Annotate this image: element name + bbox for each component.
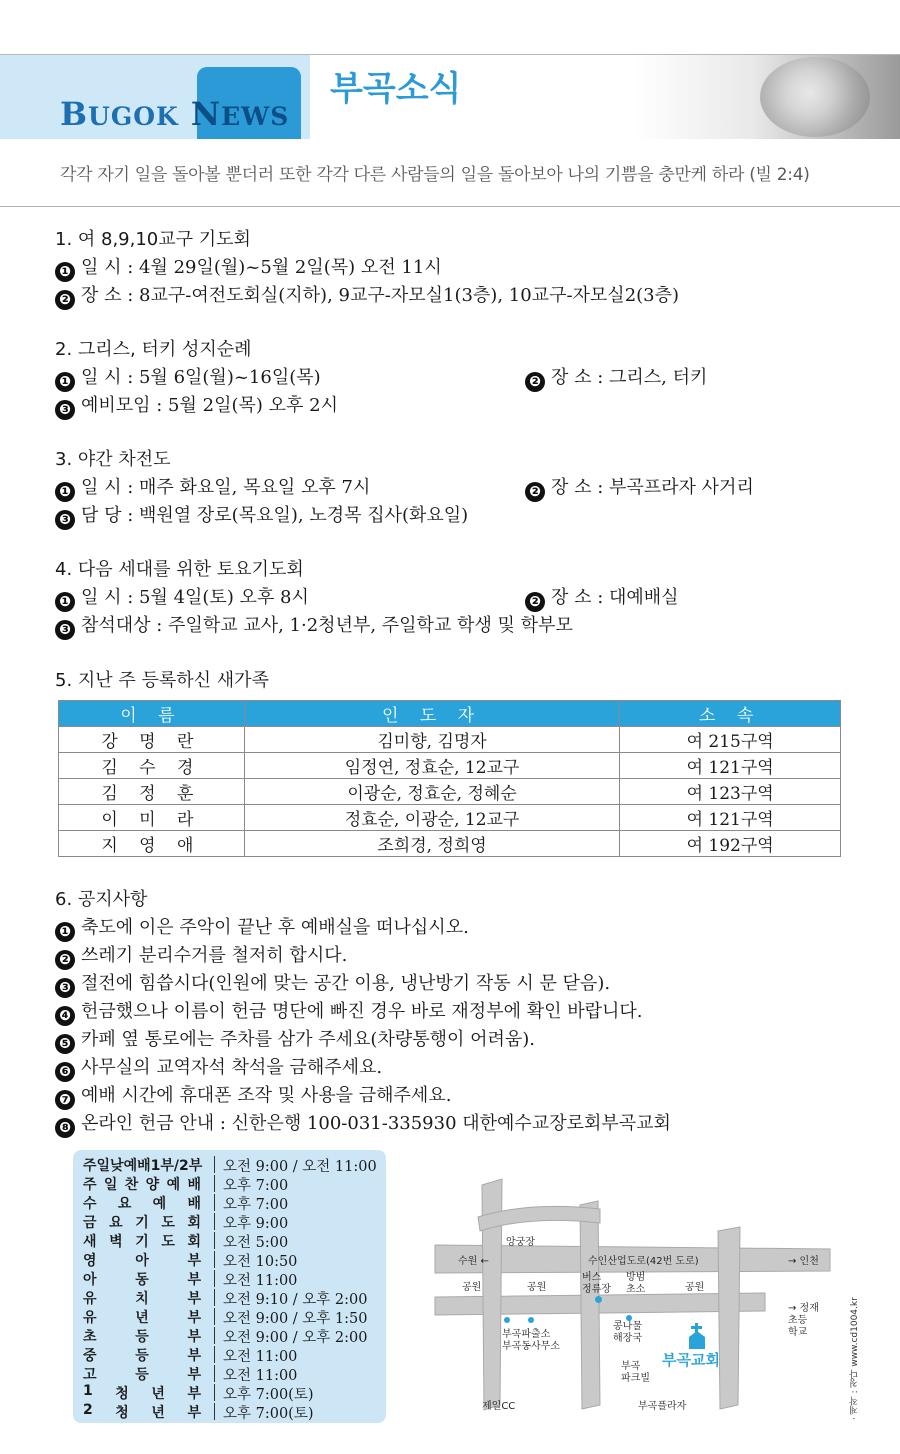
- church-location-map: [420, 1165, 860, 1425]
- info-line: ❸ 예비모임 : 5월 2일(목) 오후 2시: [55, 392, 855, 420]
- map-label-parkvill: 부곡 파크빌: [621, 1361, 650, 1384]
- schedule-label: 초 등 부: [83, 1329, 201, 1345]
- section-title: 2. 그리스, 터키 성지순례: [55, 339, 252, 360]
- schedule-time: 오후 7:00: [223, 1178, 289, 1194]
- church-icon: [685, 1323, 709, 1349]
- info-line: ❶ 일 시 : 4월 29일(월)~5월 2일(목) 오전 11시: [55, 254, 855, 282]
- section-title: 5. 지난 주 등록하신 새가족: [55, 670, 269, 691]
- tree-stump-photo: [760, 57, 870, 137]
- cell-district: 여 215구역: [620, 727, 841, 753]
- number-1-badge: ❶: [55, 372, 75, 392]
- cell-name: 지 영 애: [59, 831, 245, 857]
- office-dot-icon: [528, 1317, 534, 1323]
- schedule-label: 수 요 예 배: [83, 1196, 201, 1212]
- map-label-park: 공원: [527, 1282, 547, 1293]
- schedule-time: 오전 9:10 / 오후 2:00: [223, 1292, 368, 1308]
- section-saturday-prayer: [55, 556, 855, 640]
- announcement-item: ❶ 축도에 이은 주악이 끝난 후 예배실을 떠나십시오.: [55, 914, 855, 942]
- announcement-item: ❽ 온라인 헌금 안내 : 신한은행 100-031-335930 대한예수교장로회부곡교회: [55, 1110, 855, 1138]
- schedule-row: [83, 1402, 383, 1421]
- credit-text: · 제작 : 청다 www.cd1004.kr: [850, 1297, 860, 1420]
- info-line: ❶ 일 시 : 매주 화요일, 목요일 오후 7시 ❷ 장 소 : 부곡프라자 사거리: [55, 474, 855, 502]
- map-label-jeil-cc: 제일CC: [482, 1401, 516, 1412]
- info-line: ❸ 담 당 : 백원열 장로(목요일), 노경목 집사(화요일): [55, 502, 855, 530]
- column-header-district: 소 속: [620, 701, 841, 727]
- schedule-label: 새 벽 기 도 회: [83, 1234, 201, 1250]
- bible-verse: 각각 자기 일을 돌아볼 뿐더러 또한 각각 다른 사람들의 일을 돌아보아 나의 기쁨을 충만케 하라 (빌 2:4): [60, 165, 810, 185]
- section-new-families: [55, 667, 855, 695]
- section-title: 6. 공지사항: [55, 889, 148, 910]
- table-row: [59, 753, 841, 779]
- number-2-badge: ❷: [525, 592, 545, 612]
- cell-guide: 정효순, 이광순, 12교구: [244, 805, 620, 831]
- map-label-park: 공원: [462, 1282, 482, 1293]
- schedule-label: 금 요 기 도 회: [83, 1215, 201, 1231]
- schedule-time: 오전 11:00: [223, 1368, 298, 1384]
- cell-district: 여 192구역: [620, 831, 841, 857]
- cell-guide: 김미향, 김명자: [244, 727, 620, 753]
- schedule-row: [83, 1288, 383, 1307]
- section-title: 4. 다음 세대를 위한 토요기도회: [55, 559, 304, 580]
- schedule-time: 오전 9:00 / 오전 11:00: [223, 1159, 377, 1175]
- schedule-label: 영 아 부: [83, 1253, 201, 1269]
- column-header-guide: 인 도 자: [244, 701, 620, 727]
- info-line: ❶ 일 시 : 5월 6일(월)~16일(목) ❷ 장 소 : 그리스, 터키: [55, 364, 855, 392]
- table-header-row: [59, 701, 841, 727]
- table-row: [59, 727, 841, 753]
- divider: [0, 206, 900, 207]
- schedule-time: 오전 11:00: [223, 1273, 298, 1289]
- number-2-badge: ❷: [525, 372, 545, 392]
- schedule-label: 유 치 부: [83, 1291, 201, 1307]
- schedule-label: 주일낮예배1부/2부: [83, 1158, 203, 1174]
- cell-name: 김 수 경: [59, 753, 245, 779]
- cell-guide: 조희경, 정희영: [244, 831, 620, 857]
- schedule-row: [83, 1383, 383, 1402]
- schedule-row: [83, 1326, 383, 1345]
- bus-stop-dot-icon: [595, 1296, 602, 1303]
- cell-guide: 임정연, 정효순, 12교구: [244, 753, 620, 779]
- map-label-incheon: → 인천: [788, 1256, 819, 1267]
- map-label-park: 공원: [685, 1282, 705, 1293]
- cell-district: 여 121구역: [620, 753, 841, 779]
- schedule-row: [83, 1231, 383, 1250]
- schedule-time: 오전 9:00 / 오후 1:50: [223, 1311, 368, 1327]
- number-8-badge: ❽: [55, 1118, 75, 1138]
- announcement-item: ❹ 헌금했으나 이름이 헌금 명단에 빠진 경우 바로 재정부에 확인 바랍니다.: [55, 998, 855, 1026]
- table-row: [59, 831, 841, 857]
- schedule-row: [83, 1307, 383, 1326]
- number-1-badge: ❶: [55, 592, 75, 612]
- schedule-label: 중 등 부: [83, 1348, 201, 1364]
- number-7-badge: ❼: [55, 1090, 75, 1110]
- schedule-label: 2 청 년 부: [83, 1402, 201, 1421]
- restaurant-dot-icon: [626, 1315, 632, 1321]
- cell-guide: 이광순, 정효순, 정혜순: [244, 779, 620, 805]
- section-title: 1. 여 8,9,10교구 기도회: [55, 229, 251, 250]
- schedule-label: 주 일 찬 양 예 배: [83, 1177, 201, 1193]
- cell-name: 강 명 란: [59, 727, 245, 753]
- schedule-row: [83, 1155, 383, 1174]
- map-label-restaurant: 콩나물 해장국: [613, 1321, 642, 1344]
- number-5-badge: ❺: [55, 1034, 75, 1054]
- section-prayer-meeting: [55, 226, 855, 310]
- schedule-time: 오전 9:00 / 오후 2:00: [223, 1330, 368, 1346]
- schedule-time: 오전 10:50: [223, 1254, 298, 1270]
- info-line: ❷ 장 소 : 8교구-여전도회실(지하), 9교구-자모실1(3층), 10교구-자모실2(3층): [55, 282, 855, 310]
- number-2-badge: ❷: [55, 290, 75, 310]
- map-label-church: 부곡교회: [662, 1351, 720, 1369]
- announcement-item: ❸ 절전에 힘씁시다(인원에 맞는 공간 이용, 냉난방기 작동 시 문 닫음).: [55, 970, 855, 998]
- map-label-bus-stop: 버스 정류장: [582, 1272, 611, 1295]
- announcement-item: ❻ 사무실의 교역자석 착석을 금해주세요.: [55, 1054, 855, 1082]
- map-label-police-box: 방범 초소: [626, 1272, 646, 1295]
- map-label-police-station: 부곡파출소 부곡동사무소: [502, 1329, 560, 1352]
- map-label-road: 수인산업도로(42번 도로): [588, 1256, 699, 1267]
- new-family-table: [58, 700, 841, 857]
- number-1-badge: ❶: [55, 262, 75, 282]
- map-label-plaza: 부곡플라자: [638, 1401, 687, 1412]
- number-1-badge: ❶: [55, 482, 75, 502]
- section-pilgrimage: [55, 336, 855, 420]
- announcement-item: ❼ 예배 시간에 휴대폰 조작 및 사용을 금해주세요.: [55, 1082, 855, 1110]
- table-row: [59, 779, 841, 805]
- announcement-item: ❷ 쓰레기 분리수거를 철저히 합시다.: [55, 942, 855, 970]
- cell-district: 여 123구역: [620, 779, 841, 805]
- worship-schedule-box: [73, 1150, 386, 1423]
- table-row: [59, 805, 841, 831]
- schedule-time: 오후 7:00(토): [223, 1406, 314, 1422]
- number-3-badge: ❸: [55, 510, 75, 530]
- number-3-badge: ❸: [55, 620, 75, 640]
- number-3-badge: ❸: [55, 978, 75, 998]
- number-4-badge: ❹: [55, 1006, 75, 1026]
- announcement-item: ❺ 카페 옆 통로에는 주차를 삼가 주세요(차량통행이 어려움).: [55, 1026, 855, 1054]
- schedule-row: [83, 1269, 383, 1288]
- schedule-row: [83, 1345, 383, 1364]
- schedule-time: 오후 7:00: [223, 1197, 289, 1213]
- page-title: 부곡소식: [330, 69, 462, 109]
- cell-district: 여 121구역: [620, 805, 841, 831]
- info-line: ❸ 참석대상 : 주일학교 교사, 1·2청년부, 주일학교 학생 및 학부모: [55, 612, 855, 640]
- number-3-badge: ❸: [55, 400, 75, 420]
- cell-name: 이 미 라: [59, 805, 245, 831]
- schedule-label: 고 등 부: [83, 1367, 201, 1383]
- section-announcements: [55, 886, 855, 1138]
- bugok-news-logo: BUGOK NEWS: [60, 95, 290, 133]
- schedule-row: [83, 1250, 383, 1269]
- map-label-archery: 앙궁장: [506, 1237, 535, 1248]
- map-label-suwon: 수원 ←: [458, 1256, 489, 1267]
- schedule-label: 1 청 년 부: [83, 1383, 201, 1402]
- schedule-row: [83, 1364, 383, 1383]
- schedule-time: 오후 7:00(토): [223, 1387, 314, 1403]
- column-header-name: 이 름: [59, 701, 245, 727]
- schedule-row: [83, 1212, 383, 1231]
- number-2-badge: ❷: [55, 950, 75, 970]
- schedule-label: 유 년 부: [83, 1310, 201, 1326]
- schedule-time: 오전 11:00: [223, 1349, 298, 1365]
- info-line: ❶ 일 시 : 5월 4일(토) 오후 8시 ❷ 장 소 : 대예배실: [55, 584, 855, 612]
- number-1-badge: ❶: [55, 922, 75, 942]
- number-6-badge: ❻: [55, 1062, 75, 1082]
- schedule-row: [83, 1193, 383, 1212]
- map-label-school: → 정재 초등 학교: [788, 1303, 819, 1338]
- number-2-badge: ❷: [525, 482, 545, 502]
- police-dot-icon: [504, 1317, 510, 1323]
- schedule-time: 오전 5:00: [223, 1235, 289, 1251]
- section-title: 3. 야간 차전도: [55, 449, 171, 470]
- cell-name: 김 정 훈: [59, 779, 245, 805]
- section-night-evangelism: [55, 446, 855, 530]
- schedule-time: 오후 9:00: [223, 1216, 289, 1232]
- schedule-row: [83, 1174, 383, 1193]
- header-banner: [0, 54, 900, 138]
- schedule-label: 아 동 부: [83, 1272, 201, 1288]
